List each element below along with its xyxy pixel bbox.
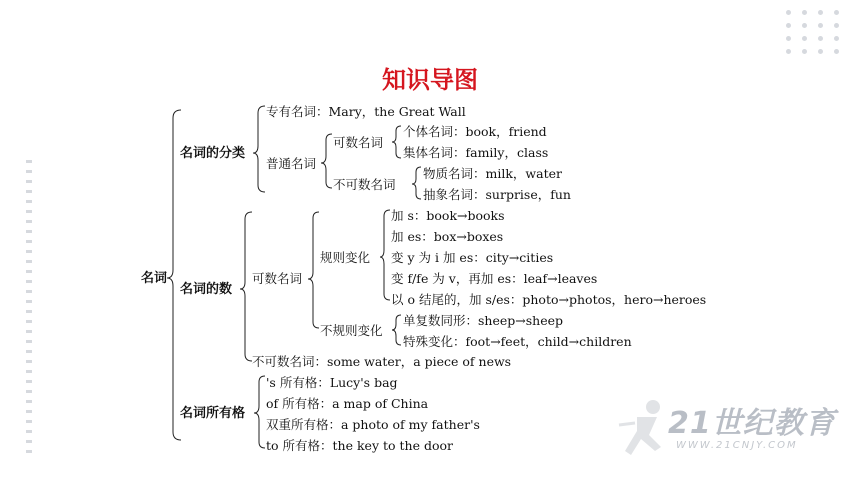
possessive-item: 's 所有格：Lucy's bag (266, 375, 398, 390)
node-material-noun: 物质名词：milk，water (423, 166, 562, 181)
node-collective-noun: 集体名词：family，class (403, 145, 549, 160)
node-individual-noun: 个体名词：book，friend (403, 124, 547, 139)
rule-item: 变 y 为 i 加 es：city→cities (391, 250, 554, 265)
node-number-uncountable: 不可数名词：some water，a piece of news (252, 354, 512, 369)
rule-item: 加 es：box→boxes (391, 229, 504, 244)
rule-item: 加 s：book→books (391, 208, 505, 223)
rule-item: 以 o 结尾的，加 s/es：photo→photos，hero→heroes (391, 292, 707, 307)
irregular-item: 特殊变化：foot→feet，child→children (403, 334, 632, 349)
possessive-item: to 所有格：the key to the door (266, 438, 453, 453)
node-regular-change: 规则变化 (320, 250, 371, 265)
possessive-item: of 所有格：a map of China (266, 396, 429, 411)
irregular-item: 单复数同形：sheep→sheep (403, 313, 563, 328)
watermark-text: 21世纪教育 (668, 406, 836, 441)
root-noun: 名词 (141, 271, 168, 286)
node-irregular-change: 不规则变化 (320, 323, 383, 338)
node-classification: 名词的分类 (180, 146, 246, 161)
node-proper-noun: 专有名词：Mary，the Great Wall (266, 104, 466, 119)
node-uncountable-noun: 不可数名词 (333, 177, 396, 192)
watermark-url: WWW.21CNJY.COM (676, 440, 798, 451)
node-number-countable: 可数名词 (252, 271, 303, 286)
page-title: 知识导图 (382, 66, 478, 94)
node-possessive: 名词所有格 (180, 406, 246, 421)
node-abstract-noun: 抽象名词：surprise，fun (423, 187, 571, 202)
node-common-noun: 普通名词 (266, 156, 317, 171)
node-countable-noun: 可数名词 (333, 135, 384, 150)
possessive-item: 双重所有格：a photo of my father's (266, 417, 480, 432)
rule-item: 变 f/fe 为 v，再加 es：leaf→leaves (391, 271, 598, 286)
node-number: 名词的数 (180, 282, 233, 297)
